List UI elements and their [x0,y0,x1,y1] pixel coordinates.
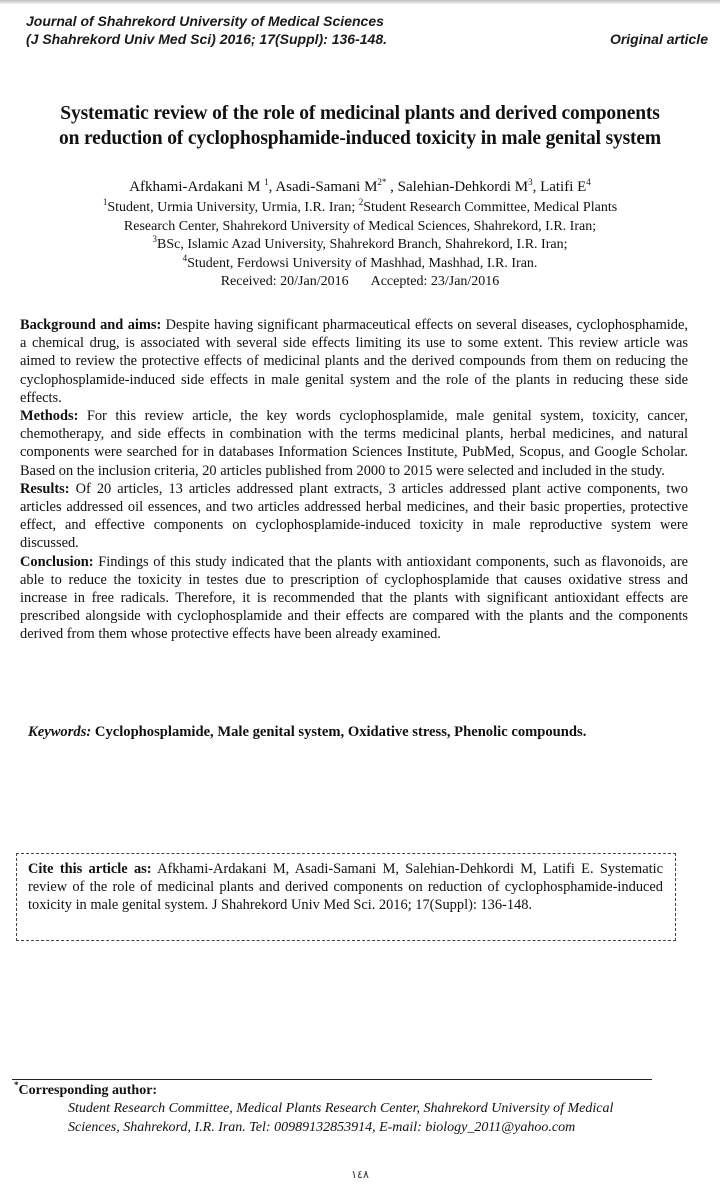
corresponding-mark: * [14,1080,19,1090]
affiliation-4: Student, Ferdowsi University of Mashhad, Mashhad, I.R. Iran. [187,255,538,271]
top-shadow-band [0,0,720,4]
affil-mark: 1 [102,197,108,207]
cite-label: Cite this article as: [28,861,152,877]
corresponding-line-1: Student Research Committee, Medical Plants Research Center, Shahrekord University of Medical [68,1101,614,1116]
affiliations [20,199,700,292]
author-affil-mark: 1 [264,177,269,187]
background-text: Despite having significant pharmaceutical effects on several diseases, cyclophosphamide, a chemical drug, is associated with several side effects limiting its use to some extent. This review article was aimed to review the protective effects of medicinal plants and the derived compounds from them on reducing the cyclophosplamide-induced side effects in male genital system and the role of the plants in reducing these side effects. [20,317,688,406]
journal-citation: (J Shahrekord Univ Med Sci) 2016; 17(Suppl): 136-148. [26,31,388,47]
title-line-2: on reduction of cyclophosphamide-induced toxicity in male genital system [58,128,661,149]
corresponding-author-details [68,1099,698,1137]
affil-mark: 4 [182,252,188,263]
results-text: Of 20 articles, 13 articles addressed plant extracts, 3 articles addressed plant active components, two articles addressed oil essences, and two articles addressed herbal medicines, and their basic properties, protective effect, and effective components on cyclophosplamide-induced toxicity in male reproductive system were discussed. [20,480,688,552]
author-separator: , [268,179,276,195]
corresponding-author-label [14,1082,157,1100]
background-label: Background and aims: [20,317,162,333]
affiliation-line [20,199,700,218]
conclusion-text: Findings of this study indicated that the plants with antioxidant components, such as flavonoids, are able to reduce the toxicity in testes due to prescription of cyclophosplamide that causes oxidative stress and increase in free radicals. Therefore, it is recommended that the plants with significant antioxidant effects are prescribed alongside with cyclophosplamide and their effects are compared with the plants and the components derived from them whose protective effects have been already examined. [20,553,688,643]
corresponding-label-text: Corresponding author: [18,1083,158,1098]
keywords-text: Cyclophosplamide, Male genital system, Oxidative stress, Phenolic compounds. [91,724,587,740]
affil-mark: 3 [152,234,158,244]
affil-mark: 2 [358,197,364,207]
author-affil-mark: 3 [528,177,533,187]
article-title [20,101,700,151]
cite-text: Afkhami-Ardakani M, Asadi-Samani M, Salehian-Dehkordi M, Latifi E. Systematic review of the role of medicinal plants and derived components on reduction of cyclophosphamide-induced toxicity in male genital system. J Shahrekord Univ Med Sci. 2016; 17(Suppl): 136-148. [28,861,663,914]
cite-box [16,853,676,941]
journal-header [26,12,706,48]
abstract [20,316,688,644]
author-name: Asadi-Samani M [275,179,378,195]
keywords [28,722,708,742]
dates-line [20,273,700,292]
author-separator: , [386,179,398,195]
footnote-divider [12,1079,652,1080]
author-name: Afkhami-Ardakani M [129,179,265,195]
conclusion-label: Conclusion: [20,553,94,570]
methods-text: For this review article, the key words cyclophosplamide, male genital system, toxicity, cancer, chemotherapy, and side effects in combination with the terms medicinal plants, herbal medicines, and natural components were searched for in databases Information Sciences Institute, PubMed, Scopus, and Google Scholar. Based on the inclusion criteria, 20 articles published from 2000 to 2015 were selected and included in the study. [20,408,688,479]
corresponding-line-2: Sciences, Shahrekord, I.R. Iran. Tel: 00989132853914, E-mail: biology_2011@yahoo.com [68,1120,576,1135]
author-name: Salehian-Dehkordi M [397,179,529,195]
author-list [20,178,700,197]
article-type: Original article [609,31,708,47]
keywords-label: Keywords: [28,724,92,740]
methods-label: Methods: [20,408,79,425]
affiliation-line: Research Center, Shahrekord University of Medical Sciences, Shahrekord, I.R. Iran; [123,218,597,234]
abstract-background [20,316,688,407]
accepted-date: Accepted: 23/Jan/2016 [370,274,500,289]
affiliation-line [20,252,700,274]
journal-name: Journal of Shahrekord University of Medical Sciences [26,13,384,29]
author-name: Latifi E [540,179,587,195]
abstract-results [20,480,688,553]
author-affil-mark: 2* [377,177,387,187]
page-number: ١٤٨ [351,1168,369,1181]
abstract-conclusion [20,553,688,644]
received-date: Received: 20/Jan/2016 [220,274,349,289]
results-label: Results: [20,480,70,497]
author-affil-mark: 4 [586,177,591,187]
author-separator: , [532,179,541,195]
affiliation-line [20,236,700,255]
affiliation-1: Student, Urmia University, Urmia, I.R. Iran; [107,200,359,215]
abstract-methods [20,407,688,480]
affiliation-2: Student Research Committee, Medical Plants [363,200,618,215]
affiliation-3: BSc, Islamic Azad University, Shahrekord Branch, Shahrekord, I.R. Iran; [157,237,568,252]
title-line-1: Systematic review of the role of medicinal plants and derived components [60,103,660,124]
